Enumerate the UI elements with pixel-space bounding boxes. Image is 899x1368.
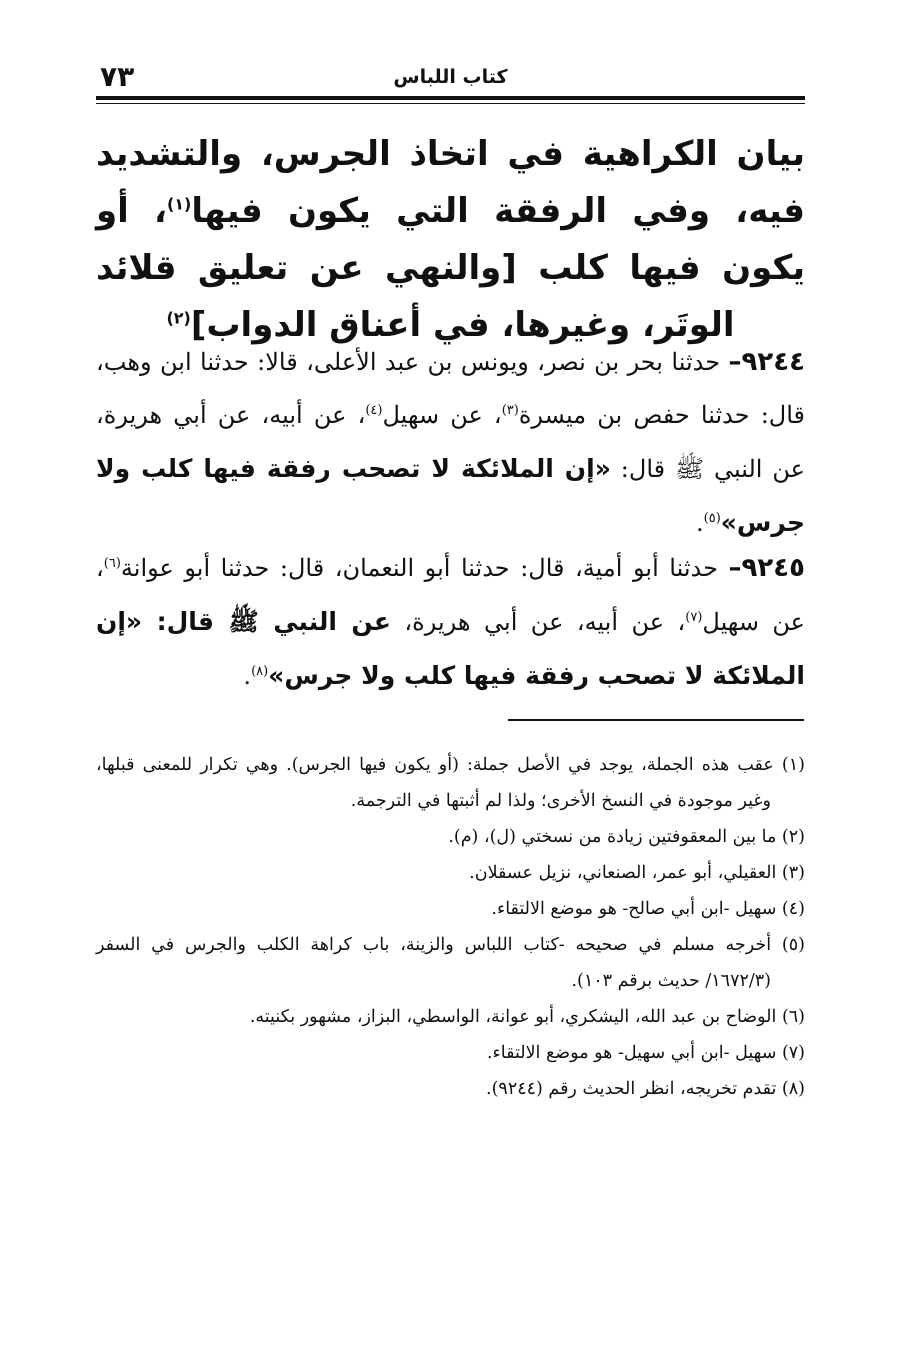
header-rule-thin xyxy=(96,103,805,104)
hadith-9245 xyxy=(96,542,805,703)
isnad-text-2: ، عن سهيل xyxy=(382,401,502,429)
hadith-9244 xyxy=(96,336,805,550)
footnote-3: (٣) العقيلي، أبو عمر، الصنعاني، نزيل عسقلان. xyxy=(469,863,805,883)
footnote-separator xyxy=(508,719,804,721)
attribution-bold: عن النبي ﷺ قال: xyxy=(156,607,391,636)
heading-text-part2: ، أو يكون فيها كلب [والنهي عن تعليق قلائد الوتَر، وغيرها، في أعناق الدواب] xyxy=(96,191,805,345)
isnad-text-3: ، عن أبيه، عن أبي هريرة، عن النبي ﷺ قال: xyxy=(96,401,806,483)
running-title: كتاب اللباس xyxy=(393,66,508,88)
footnotes xyxy=(96,747,805,1107)
isnad-text-3: ، عن أبيه، عن أبي هريرة، xyxy=(391,608,686,636)
isnad-text-1: حدثنا أبو أمية، قال: حدثنا أبو النعمان، قال: حدثنا أبو عوانة xyxy=(120,554,729,582)
footnote-ref-1[interactable]: (١) xyxy=(166,194,192,214)
footnote-2: (٢) ما بين المعقوفتين زيادة من نسختي (ل)، (م). xyxy=(448,827,805,847)
header-rule-thick xyxy=(96,96,805,100)
isnad-text-1: حدثنا بحر بن نصر، ويونس بن عبد الأعلى، قالا: حدثنا ابن وهب، قال: حدثنا حفص بن ميسرة xyxy=(96,348,806,429)
footnote-5: (٥) أخرجه مسلم في صحيحه -كتاب اللباس والزينة، باب كراهة الكلب والجرس في السفر (١٦٧٢/٣/ حديث برقم ١٠٣). xyxy=(96,935,805,991)
hadith-matn: «إن الملائكة لا تصحب رفقة فيها كلب ولا جرس» xyxy=(96,454,805,537)
footnote-ref-7[interactable]: (٧) xyxy=(685,610,703,625)
page-header xyxy=(96,62,805,96)
footnote-ref-3[interactable]: (٣) xyxy=(501,403,519,418)
hadith-end: . xyxy=(243,662,252,690)
hadith-matn: «إن الملائكة لا تصحب رفقة فيها كلب ولا جرس» xyxy=(96,607,805,690)
footnote-6: (٦) الوضاح بن عبد الله، اليشكري، أبو عوانة، الواسطي، البزاز، مشهور بكنيته. xyxy=(249,1007,805,1027)
footnote-ref-4[interactable]: (٤) xyxy=(365,403,383,418)
footnote-ref-8[interactable]: (٨) xyxy=(251,664,269,679)
footnote-7: (٧) سهيل -ابن أبي سهيل- هو موضع الالتقاء. xyxy=(486,1043,805,1063)
footnote-1: (١) عقب هذه الجملة، يوجد في الأصل جملة: (أو يكون فيها الجرس). وهي تكرار للمعنى قبلها، وغير موجودة في النسخ الأخرى؛ ولذا لم أثبتها في الترجمة. xyxy=(96,755,805,811)
page-number: ٧٣ xyxy=(100,60,135,93)
isnad-text-2: ، عن سهيل xyxy=(96,554,806,636)
footnote-4: (٤) سهيل -ابن أبي صالح- هو موضع الالتقاء. xyxy=(491,899,805,919)
hadith-number: ٩٢٤٤ xyxy=(741,347,805,377)
chapter-heading xyxy=(96,126,805,354)
heading-text-part1: بيان الكراهية في اتخاذ الجرس، والتشديد فيه، وفي الرفقة التي يكون فيها xyxy=(96,134,805,231)
hadith-number: ٩٢٤٥ xyxy=(741,553,805,583)
hadith-end: . xyxy=(696,509,704,537)
footnote-ref-2[interactable]: (٢) xyxy=(166,308,191,328)
footnote-8: (٨) تقدم تخريجه، انظر الحديث رقم (٩٢٤٤). xyxy=(486,1079,805,1099)
hadith-dash: – xyxy=(728,347,742,377)
footnote-ref-5[interactable]: (٥) xyxy=(703,511,721,526)
footnote-ref-6[interactable]: (٦) xyxy=(103,556,121,571)
hadith-dash: – xyxy=(728,553,742,583)
